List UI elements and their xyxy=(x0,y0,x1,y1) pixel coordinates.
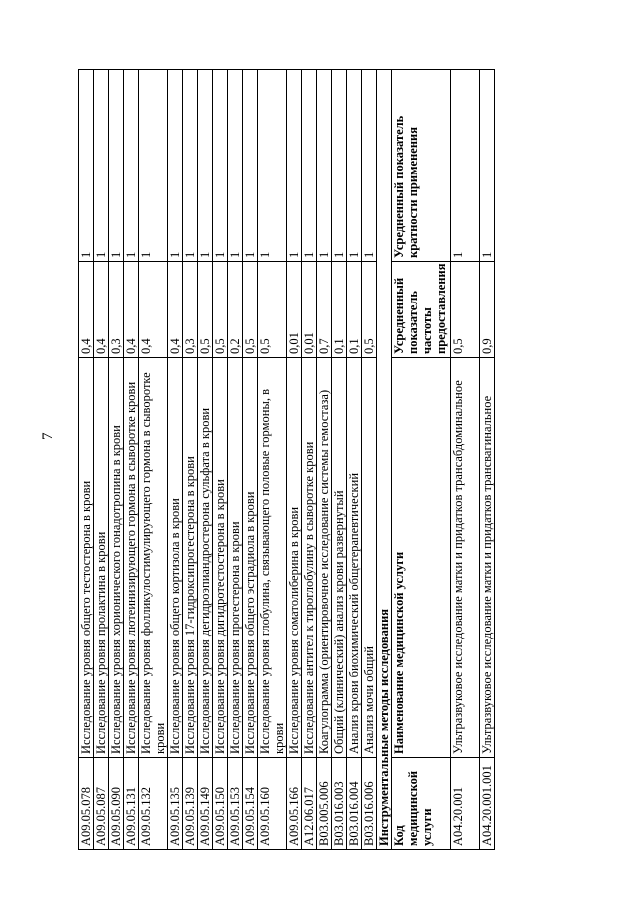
service-name: Исследование уровня глобулина, связывающего половые гормоны, в крови xyxy=(258,358,287,758)
frequency-value: 0,2 xyxy=(228,262,243,358)
multiplicity-value: 1 xyxy=(183,70,198,262)
multiplicity-value: 1 xyxy=(451,70,480,262)
service-code: A09.05.090 xyxy=(109,758,124,850)
service-code: A09.05.132 xyxy=(139,758,168,850)
multiplicity-value: 1 xyxy=(347,70,362,262)
lab-tests-body xyxy=(79,70,377,850)
service-name: Исследование уровня прогестерона в крови xyxy=(228,358,243,758)
table-row xyxy=(213,70,228,850)
table-row xyxy=(94,70,109,850)
table-row xyxy=(258,70,287,850)
service-name: Исследование уровня дигидротестостерона в крови xyxy=(213,358,228,758)
service-name: Исследование уровня 17-гидроксипрогестерона в крови xyxy=(183,358,198,758)
multiplicity-value: 1 xyxy=(109,70,124,262)
table-row xyxy=(228,70,243,850)
frequency-value: 0,4 xyxy=(124,262,139,358)
service-name: Ультразвуковое исследование матки и придатков трансабдоминальное xyxy=(451,358,480,758)
service-code: B03.005.006 xyxy=(317,758,332,850)
multiplicity-value: 1 xyxy=(79,70,94,262)
service-code: A09.05.153 xyxy=(228,758,243,850)
frequency-value: 0,5 xyxy=(213,262,228,358)
service-name: Исследование уровня общего эстрадиола в крови xyxy=(243,358,258,758)
multiplicity-value: 1 xyxy=(139,70,168,262)
multiplicity-value: 1 xyxy=(317,70,332,262)
service-code: B03.016.004 xyxy=(347,758,362,850)
service-code: A09.05.149 xyxy=(198,758,213,850)
multiplicity-value: 1 xyxy=(332,70,347,262)
service-name: Исследование уровня дегидроэпиандростерона сульфата в крови xyxy=(198,358,213,758)
table-row xyxy=(480,70,495,850)
service-code: A09.05.160 xyxy=(258,758,287,850)
frequency-value: 0,5 xyxy=(258,262,287,358)
table-row xyxy=(317,70,332,850)
service-code: B03.016.003 xyxy=(332,758,347,850)
service-code: A09.05.087 xyxy=(94,758,109,850)
header-multiplicity: Усредненный показатель кратности применения xyxy=(392,70,451,262)
service-name: Исследование уровня общего тестостерона в крови xyxy=(79,358,94,758)
multiplicity-value: 1 xyxy=(198,70,213,262)
multiplicity-value: 1 xyxy=(124,70,139,262)
service-code: A09.05.154 xyxy=(243,758,258,850)
frequency-value: 0,4 xyxy=(79,262,94,358)
header-name: Наименование медицинской услуги xyxy=(392,358,451,758)
service-name: Исследование антител к тироглобулину в сыворотке крови xyxy=(302,358,317,758)
frequency-value: 0,01 xyxy=(302,262,317,358)
multiplicity-value: 1 xyxy=(228,70,243,262)
table-row xyxy=(124,70,139,850)
header-code: Код медицинской услуги xyxy=(392,758,451,850)
frequency-value: 0,1 xyxy=(347,262,362,358)
frequency-value: 0,3 xyxy=(109,262,124,358)
page-number: 7 xyxy=(40,432,56,440)
section-title: Инструментальные методы исследования xyxy=(377,70,392,850)
service-code: A09.05.139 xyxy=(183,758,198,850)
frequency-value: 0,4 xyxy=(94,262,109,358)
multiplicity-value: 1 xyxy=(168,70,183,262)
table-row xyxy=(347,70,362,850)
frequency-value: 0,4 xyxy=(168,262,183,358)
service-code: A04.20.001 xyxy=(451,758,480,850)
service-name: Общий (клинический) анализ крови развернутый xyxy=(332,358,347,758)
table-row xyxy=(302,70,317,850)
frequency-value: 0,5 xyxy=(198,262,213,358)
services-table xyxy=(78,69,495,850)
instrumental-section xyxy=(377,70,495,850)
table-row xyxy=(139,70,168,850)
header-frequency: Усредненный показатель частоты предоставления xyxy=(392,262,451,358)
frequency-value: 0,1 xyxy=(332,262,347,358)
multiplicity-value: 1 xyxy=(287,70,302,262)
section-title-row xyxy=(377,70,392,850)
frequency-value: 0,5 xyxy=(243,262,258,358)
service-name: Исследование уровня хорионического гонадотропина в крови xyxy=(109,358,124,758)
table-row xyxy=(243,70,258,850)
multiplicity-value: 1 xyxy=(258,70,287,262)
frequency-value: 0,4 xyxy=(139,262,168,358)
service-code: A04.20.001.001 xyxy=(480,758,495,850)
frequency-value: 0,3 xyxy=(183,262,198,358)
service-code: A09.05.166 xyxy=(287,758,302,850)
rotated-table-container xyxy=(78,70,578,850)
service-name: Исследование уровня пролактина в крови xyxy=(94,358,109,758)
table-row xyxy=(79,70,94,850)
table-row xyxy=(109,70,124,850)
multiplicity-value: 1 xyxy=(243,70,258,262)
service-name: Исследование уровня общего кортизола в крови xyxy=(168,358,183,758)
table-row xyxy=(362,70,377,850)
table-row xyxy=(332,70,347,850)
service-name: Исследование уровня соматолиберина в крови xyxy=(287,358,302,758)
header-row xyxy=(392,70,451,850)
multiplicity-value: 1 xyxy=(362,70,377,262)
frequency-value: 0,7 xyxy=(317,262,332,358)
service-code: A09.05.135 xyxy=(168,758,183,850)
table-row xyxy=(451,70,480,850)
table-row xyxy=(183,70,198,850)
multiplicity-value: 1 xyxy=(302,70,317,262)
service-code: A09.05.078 xyxy=(79,758,94,850)
table-row xyxy=(287,70,302,850)
service-name: Анализ крови биохимический общетерапевтический xyxy=(347,358,362,758)
service-code: A12.06.017 xyxy=(302,758,317,850)
multiplicity-value: 1 xyxy=(213,70,228,262)
service-name: Исследование уровня лютеинизирующего гормона в сыворотке крови xyxy=(124,358,139,758)
service-code: A09.05.150 xyxy=(213,758,228,850)
frequency-value: 0,01 xyxy=(287,262,302,358)
frequency-value: 0,9 xyxy=(480,262,495,358)
multiplicity-value: 1 xyxy=(94,70,109,262)
service-name: Коагулограмма (ориентировочное исследование системы гемостаза) xyxy=(317,358,332,758)
service-name: Исследование уровня фолликулостимулирующего гормона в сыворотке крови xyxy=(139,358,168,758)
table-row xyxy=(168,70,183,850)
table-row xyxy=(198,70,213,850)
frequency-value: 0,5 xyxy=(451,262,480,358)
service-name: Анализ мочи общий xyxy=(362,358,377,758)
multiplicity-value: 1 xyxy=(480,70,495,262)
service-code: B03.016.006 xyxy=(362,758,377,850)
service-name: Ультразвуковое исследование матки и придатков трансвагинальное xyxy=(480,358,495,758)
frequency-value: 0,5 xyxy=(362,262,377,358)
service-code: A09.05.131 xyxy=(124,758,139,850)
